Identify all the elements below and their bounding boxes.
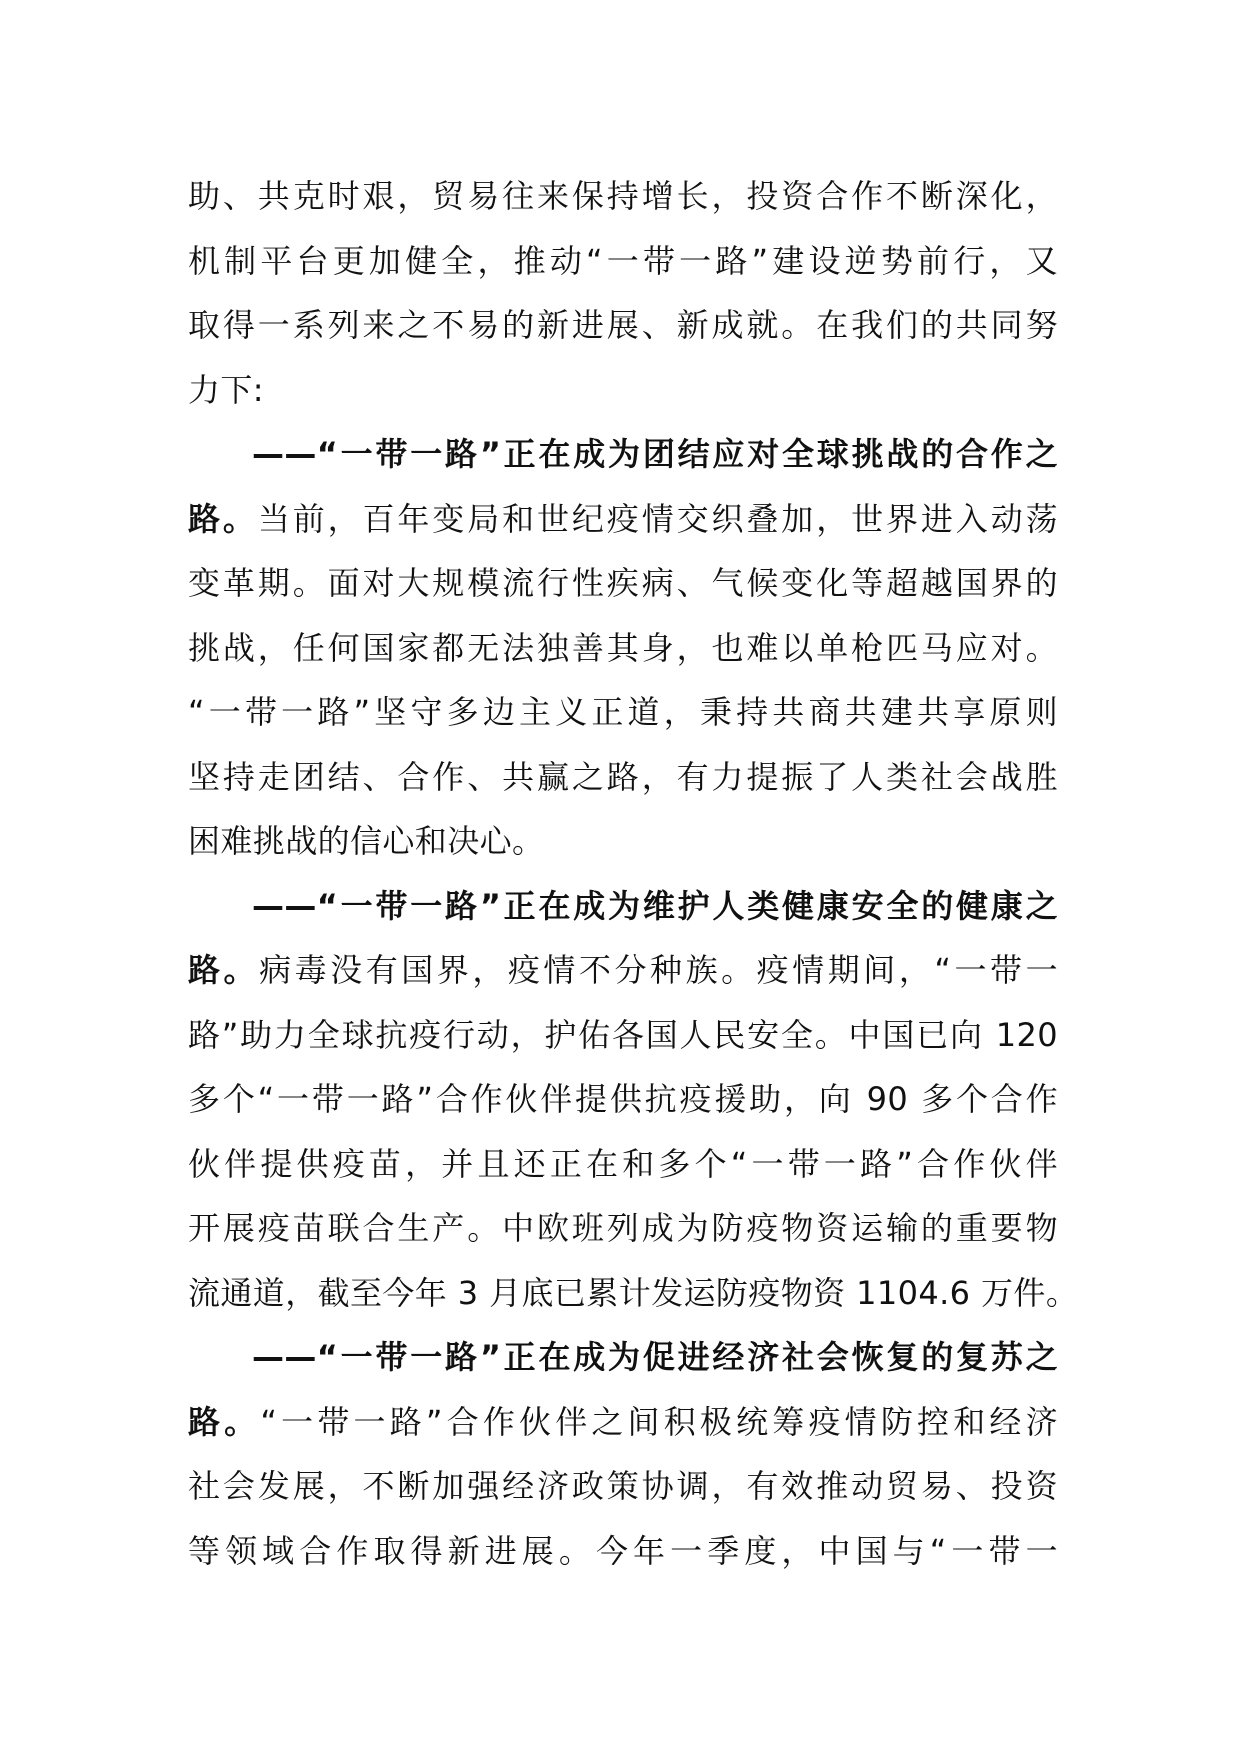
line-text: 路”助力全球抗疫行动，护佑各国人民安全。中国已向 120 (188, 1015, 1058, 1054)
text-line (188, 1196, 1058, 1261)
section-heading-line (188, 1325, 1058, 1390)
text-line (188, 1261, 1079, 1326)
text-line (188, 229, 1058, 294)
text-line (188, 358, 1058, 423)
text-line (188, 745, 1058, 810)
text-line (188, 680, 1058, 745)
line-text: 取得一系列来之不易的新进展、新成就。在我们的共同努 (188, 306, 1058, 344)
line-text: 病毒没有国界，疫情不分种族。疫情期间，“一带一 (259, 951, 1058, 989)
text-line (188, 1390, 1058, 1455)
text-line (188, 616, 1058, 681)
section-heading-cooperation: ——“一带一路”正在成为团结应对全球挑战的合作之 (252, 435, 1058, 473)
line-text: 等领域合作取得新进展。今年一季度，中国与“一带一 (188, 1531, 1058, 1570)
line-text: 困难挑战的信心和决心。 (188, 822, 545, 860)
section-heading-line (188, 874, 1058, 939)
line-text: 开展疫苗联合生产。中欧班列成为防疫物资运输的重要物 (188, 1209, 1058, 1247)
text-line (188, 809, 1058, 874)
line-text: 多个“一带一路”合作伙伴提供抗疫援助，向 90 多个合作 (188, 1080, 1058, 1118)
text-line (188, 1067, 1058, 1132)
text-line (188, 1454, 1058, 1519)
line-text: “一带一路”合作伙伴之间积极统筹疫情防控和经济 (260, 1402, 1058, 1441)
line-text: 流通道，截至今年 3 月底已累计发运防疫物资 1104.6 万件。 (188, 1273, 1079, 1312)
text-line (188, 1519, 1058, 1584)
section-heading-line (188, 422, 1058, 487)
line-text: 助、共克时艰，贸易往来保持增长，投资合作不断深化， (188, 177, 1058, 215)
document-body (188, 164, 1079, 1583)
line-text: 挑战，任何国家都无法独善其身，也难以单枪匹马应对。 (188, 628, 1058, 667)
text-line (188, 938, 1058, 1003)
line-text: “一带一路”坚守多边主义正道，秉持共商共建共享原则 (188, 693, 1058, 731)
line-text: 力下: (188, 370, 264, 409)
text-line (188, 551, 1058, 616)
line-text: 社会发展，不断加强经济政策协调，有效推动贸易、投资 (188, 1467, 1058, 1505)
section-heading-end: 路。 (188, 1402, 261, 1441)
section-heading-recovery: ——“一带一路”正在成为促进经济社会恢复的复苏之 (252, 1338, 1058, 1376)
section-heading-end: 路。 (188, 951, 260, 989)
line-text: 伙伴提供疫苗，并且还正在和多个“一带一路”合作伙伴 (188, 1144, 1058, 1183)
text-line (188, 164, 1058, 229)
text-line (188, 1003, 1058, 1068)
line-text: 当前，百年变局和世纪疫情交织叠加，世界进入动荡 (257, 499, 1058, 538)
line-text: 变革期。面对大规模流行性疾病、气候变化等超越国界的 (188, 564, 1058, 602)
line-text: 坚持走团结、合作、共赢之路，有力提振了人类社会战胜 (188, 757, 1058, 796)
section-heading-health: ——“一带一路”正在成为维护人类健康安全的健康之 (252, 886, 1058, 925)
section-heading-end: 路。 (188, 499, 258, 538)
line-text: 机制平台更加健全，推动“一带一路”建设逆势前行，又 (188, 241, 1058, 280)
text-line (188, 293, 1058, 358)
text-line (188, 487, 1058, 552)
text-line (188, 1132, 1058, 1197)
